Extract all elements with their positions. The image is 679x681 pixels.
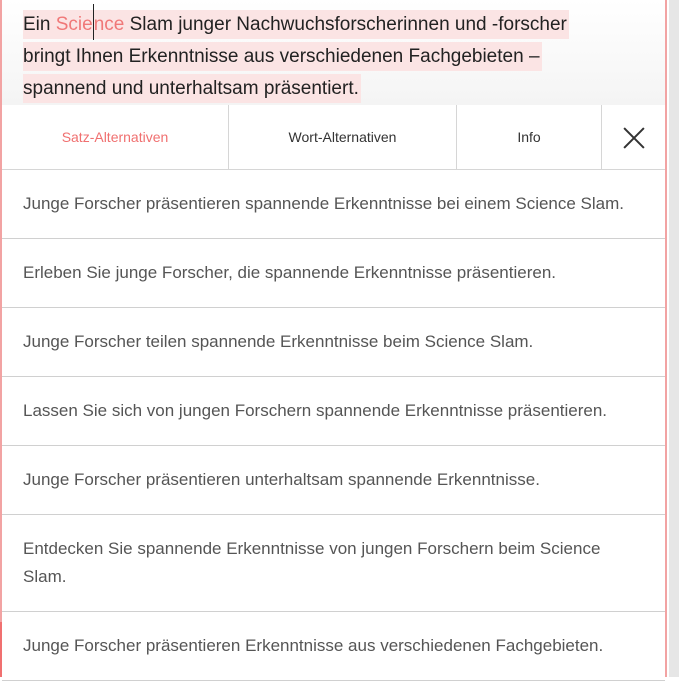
preview-text-after: Slam junger Nachwuchsforscherinnen und -forscher (124, 14, 567, 35)
highlighted-word[interactable] (56, 14, 125, 35)
preview-paragraph[interactable] (23, 4, 623, 105)
tab-wort-alternativen[interactable] (229, 105, 457, 169)
tab-label: Info (517, 129, 541, 145)
list-item[interactable]: Junge Forscher präsentieren unterhaltsam spannende Erkenntnisse. (2, 446, 665, 515)
close-icon[interactable] (623, 126, 645, 148)
suggestion-list (2, 170, 665, 681)
list-item[interactable]: Lassen Sie sich von jungen Forschern spannende Erkenntnisse präsentieren. (2, 377, 665, 446)
tab-info[interactable] (457, 105, 602, 169)
preview-line-1 (23, 10, 569, 39)
scrollbar-track[interactable] (669, 0, 679, 677)
highlighted-word-part2: nce (93, 14, 125, 35)
tab-satz-alternativen[interactable] (2, 105, 229, 169)
list-item[interactable]: Entdecken Sie spannende Erkenntnisse von jungen Forschern beim Science Slam. (2, 515, 665, 612)
list-item[interactable]: Junge Forscher präsentieren spannende Erkenntnisse bei einem Science Slam. (2, 170, 665, 239)
close-button[interactable] (602, 105, 665, 169)
preview-line-3: spannend und unterhaltsam präsentiert. (23, 74, 361, 103)
text-preview (2, 0, 665, 105)
tab-label: Satz-Alternativen (61, 129, 169, 145)
tab-label: Wort-Alternativen (288, 129, 397, 145)
tab-bar (2, 105, 665, 170)
highlighted-word-part1: Scie (55, 14, 93, 35)
list-item[interactable]: Erleben Sie junge Forscher, die spannende Erkenntnisse präsentieren. (2, 239, 665, 308)
preview-line-2: bringt Ihnen Erkenntnisse aus verschiedenen Fachgebieten – (23, 42, 542, 71)
preview-text-before: Ein (23, 14, 56, 35)
list-item[interactable]: Junge Forscher teilen spannende Erkenntnisse beim Science Slam. (2, 308, 665, 377)
list-item[interactable]: Junge Forscher präsentieren Erkenntnisse aus verschiedenen Fachgebieten. (2, 612, 665, 681)
